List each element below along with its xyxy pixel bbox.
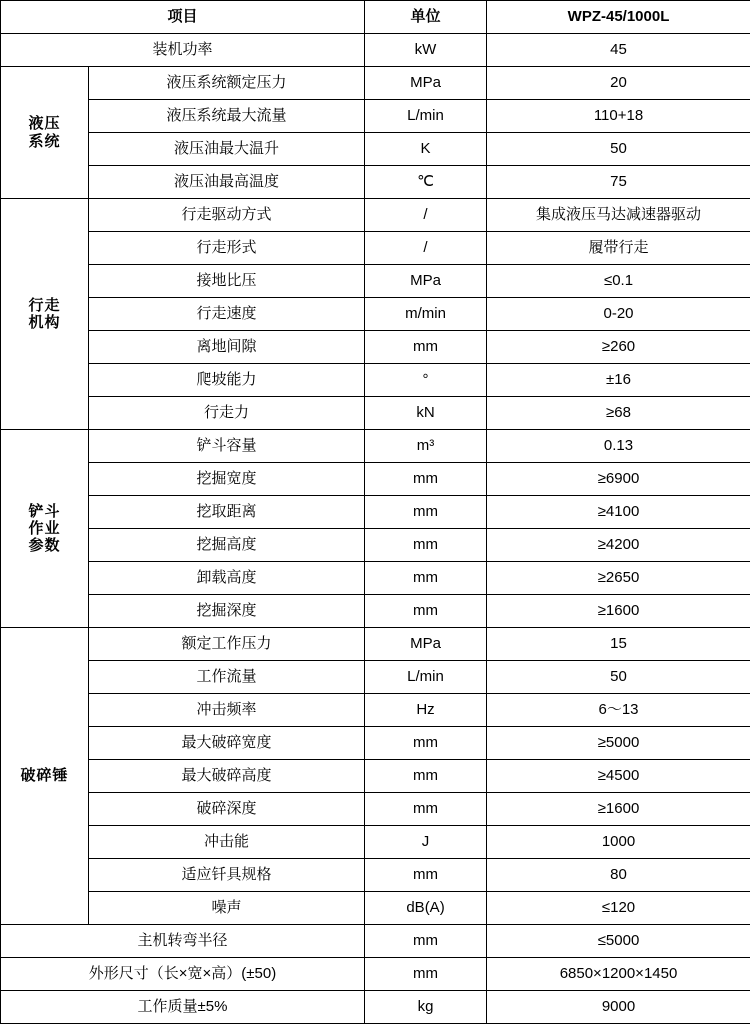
table-row <box>1 67 750 100</box>
row-value: ≤5000 <box>487 925 750 958</box>
row-unit: MPa <box>365 265 487 298</box>
row-item: 液压油最高温度 <box>89 166 365 199</box>
row-value: 15 <box>487 628 750 661</box>
row-item: 液压系统最大流量 <box>89 100 365 133</box>
row-value: 0-20 <box>487 298 750 331</box>
table-row <box>1 694 750 727</box>
row-unit: J <box>365 826 487 859</box>
row-item: 工作质量±5% <box>1 991 365 1024</box>
row-value: 9000 <box>487 991 750 1024</box>
row-value: ≤120 <box>487 892 750 925</box>
table-row <box>1 265 750 298</box>
row-value: 6～13 <box>487 694 750 727</box>
table-row <box>1 991 750 1024</box>
row-unit: mm <box>365 496 487 529</box>
row-value: 履带行走 <box>487 232 750 265</box>
table-row <box>1 628 750 661</box>
table-row <box>1 859 750 892</box>
row-unit: dB(A) <box>365 892 487 925</box>
row-item: 液压油最大温升 <box>89 133 365 166</box>
row-value: 75 <box>487 166 750 199</box>
table-row <box>1 595 750 628</box>
row-unit: mm <box>365 562 487 595</box>
row-value: ≥260 <box>487 331 750 364</box>
row-value: ≥4100 <box>487 496 750 529</box>
row-unit: kg <box>365 991 487 1024</box>
row-unit: mm <box>365 463 487 496</box>
row-unit: mm <box>365 331 487 364</box>
row-item: 装机功率 <box>1 34 365 67</box>
row-item: 冲击频率 <box>89 694 365 727</box>
row-item: 冲击能 <box>89 826 365 859</box>
table-row <box>1 331 750 364</box>
row-item: 行走速度 <box>89 298 365 331</box>
row-item: 破碎深度 <box>89 793 365 826</box>
row-unit: mm <box>365 727 487 760</box>
row-item: 离地间隙 <box>89 331 365 364</box>
group-label-travel: 行走 机构 <box>1 199 89 430</box>
row-item: 额定工作压力 <box>89 628 365 661</box>
table-row <box>1 133 750 166</box>
row-item: 最大破碎高度 <box>89 760 365 793</box>
table-row <box>1 430 750 463</box>
row-unit: mm <box>365 958 487 991</box>
table-row <box>1 496 750 529</box>
table-row <box>1 760 750 793</box>
row-unit: kW <box>365 34 487 67</box>
row-value: ≥4200 <box>487 529 750 562</box>
table-row <box>1 100 750 133</box>
row-item: 挖取距离 <box>89 496 365 529</box>
row-value: ≥68 <box>487 397 750 430</box>
row-unit: m³ <box>365 430 487 463</box>
row-item: 铲斗容量 <box>89 430 365 463</box>
row-value: 45 <box>487 34 750 67</box>
table-row <box>1 892 750 925</box>
table-row <box>1 34 750 67</box>
group-label-hydraulic: 液压 系统 <box>1 67 89 199</box>
table-row <box>1 199 750 232</box>
row-item: 噪声 <box>89 892 365 925</box>
row-unit: MPa <box>365 67 487 100</box>
table-row <box>1 364 750 397</box>
table-row <box>1 166 750 199</box>
table-row <box>1 925 750 958</box>
row-value: ≥4500 <box>487 760 750 793</box>
table-row <box>1 793 750 826</box>
row-unit: mm <box>365 760 487 793</box>
row-item: 接地比压 <box>89 265 365 298</box>
table-row <box>1 232 750 265</box>
group-label-hammer: 破碎锤 <box>1 628 89 925</box>
row-item: 卸载高度 <box>89 562 365 595</box>
row-value: 50 <box>487 133 750 166</box>
table-row <box>1 529 750 562</box>
row-unit: mm <box>365 793 487 826</box>
header-model: WPZ-45/1000L <box>487 1 750 34</box>
row-unit: L/min <box>365 100 487 133</box>
row-item: 挖掘深度 <box>89 595 365 628</box>
row-value: 20 <box>487 67 750 100</box>
table-row <box>1 661 750 694</box>
row-item: 主机转弯半径 <box>1 925 365 958</box>
row-item: 行走形式 <box>89 232 365 265</box>
row-item: 行走驱动方式 <box>89 199 365 232</box>
header-item: 项目 <box>1 1 365 34</box>
table-row <box>1 298 750 331</box>
row-item: 挖掘宽度 <box>89 463 365 496</box>
table-row <box>1 958 750 991</box>
row-value: ±16 <box>487 364 750 397</box>
group-label-bucket: 铲斗 作业 参数 <box>1 430 89 628</box>
header-unit: 单位 <box>365 1 487 34</box>
row-unit: / <box>365 199 487 232</box>
table-row <box>1 397 750 430</box>
table-row <box>1 727 750 760</box>
row-unit: mm <box>365 595 487 628</box>
row-item: 爬坡能力 <box>89 364 365 397</box>
table-header-row <box>1 1 750 34</box>
row-unit: MPa <box>365 628 487 661</box>
row-unit: ℃ <box>365 166 487 199</box>
row-unit: kN <box>365 397 487 430</box>
row-unit: L/min <box>365 661 487 694</box>
row-unit: mm <box>365 925 487 958</box>
row-value: ≥1600 <box>487 793 750 826</box>
row-unit: / <box>365 232 487 265</box>
row-item: 挖掘高度 <box>89 529 365 562</box>
row-value: ≥1600 <box>487 595 750 628</box>
row-item: 工作流量 <box>89 661 365 694</box>
table-row <box>1 826 750 859</box>
row-value: ≥2650 <box>487 562 750 595</box>
row-unit: ° <box>365 364 487 397</box>
row-value: 集成液压马达减速器驱动 <box>487 199 750 232</box>
row-value: 0.13 <box>487 430 750 463</box>
row-item: 适应钎具规格 <box>89 859 365 892</box>
row-unit: m/min <box>365 298 487 331</box>
row-item: 最大破碎宽度 <box>89 727 365 760</box>
row-value: 6850×1200×1450 <box>487 958 750 991</box>
row-value: ≥5000 <box>487 727 750 760</box>
table-row <box>1 463 750 496</box>
row-value: ≤0.1 <box>487 265 750 298</box>
row-value: 1000 <box>487 826 750 859</box>
row-item: 行走力 <box>89 397 365 430</box>
row-value: 50 <box>487 661 750 694</box>
table-row <box>1 562 750 595</box>
row-item: 液压系统额定压力 <box>89 67 365 100</box>
row-unit: K <box>365 133 487 166</box>
row-value: 110+18 <box>487 100 750 133</box>
row-value: ≥6900 <box>487 463 750 496</box>
row-item: 外形尺寸（长×宽×高）(±50) <box>1 958 365 991</box>
row-unit: mm <box>365 529 487 562</box>
row-value: 80 <box>487 859 750 892</box>
row-unit: Hz <box>365 694 487 727</box>
row-unit: mm <box>365 859 487 892</box>
